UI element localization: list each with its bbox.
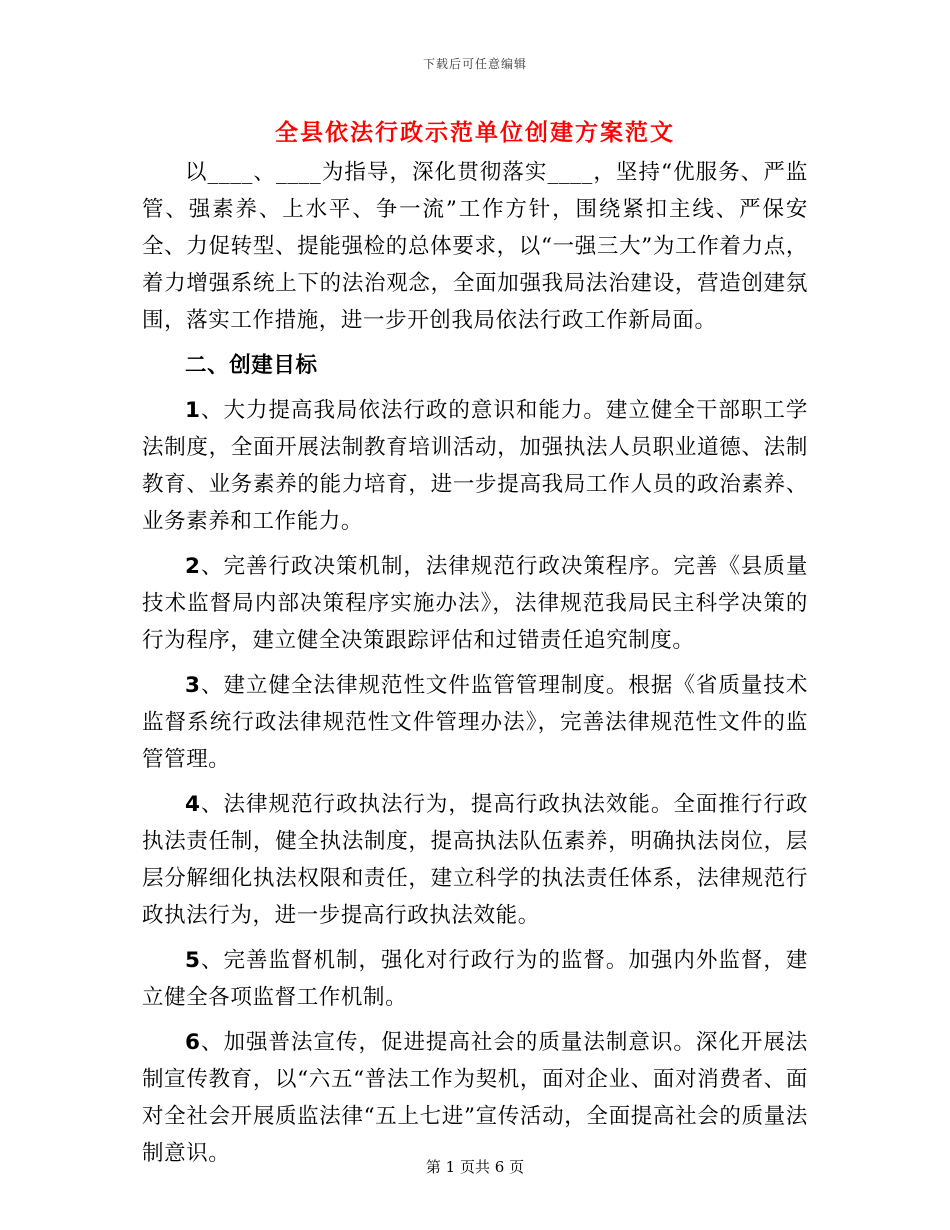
goal-item-text: 、完善行政决策机制，法律规范行政决策程序。完善《县质量技术监督局内部决策程序实施办法》，法律规范我局民主科学决策的行为程序，建立健全决策跟踪评估和过错责任追究制度。	[142, 554, 808, 653]
goal-item-text: 、建立健全法律规范性文件监管管理制度。根据《省质量技术监督系统行政法律规范性文件管理办法》，完善法律规范性文件的监管管理。	[142, 673, 808, 772]
goal-item-number: 4	[185, 792, 201, 817]
section-heading: 二、创建目标	[185, 353, 318, 378]
goal-item-number: 6	[185, 1030, 201, 1055]
document-title: 全县依法行政示范单位创建方案范文	[275, 119, 675, 146]
goal-item-6	[142, 1024, 808, 1172]
goal-item-5	[142, 942, 808, 1016]
document-body	[142, 154, 808, 1180]
page-header-note: 下载后可任意编辑	[422, 57, 527, 71]
goal-item-1	[142, 392, 808, 540]
goal-item-number: 5	[185, 948, 201, 973]
goal-item-text: 、大力提高我局依法行政的意识和能力。建立健全干部职工学法制度，全面开展法制教育培训活动，加强执法人员职业道德、法制教育、业务素养的能力培育，进一步提高我局工作人员的政治素养、业务素养和工作能力。	[142, 398, 808, 534]
page-footer: 第 1 页共 6 页	[425, 1158, 525, 1176]
goal-item-4	[142, 786, 808, 934]
goal-item-number: 1	[185, 398, 201, 423]
goal-item-text: 、完善监督机制，强化对行政行为的监督。加强内外监督，建立健全各项监督工作机制。	[142, 948, 808, 1010]
goal-item-text: 、法律规范行政执法行为，提高行政执法效能。全面推行行政执法责任制，健全执法制度，提高执法队伍素养，明确执法岗位，层层分解细化执法权限和责任，建立科学的执法责任体系，法律规范行政执法行为，进一步提高行政执法效能。	[142, 792, 808, 928]
goal-item-3	[142, 667, 808, 778]
goal-item-number: 2	[185, 554, 201, 579]
goal-item-number: 3	[185, 673, 201, 698]
goal-item-2	[142, 548, 808, 659]
goal-item-text: 、加强普法宣传，促进提高社会的质量法制意识。深化开展法制宣传教育，以“六五“普法工作为契机，面对企业、面对消费者、面对全社会开展质监法律“五上七进”宣传活动，全面提高社会的质量法制意识。	[142, 1030, 808, 1166]
intro-paragraph: 以____、____为指导，深化贯彻落实____，坚持“优服务、严监管、强素养、上水平、争一流”工作方针，围绕紧扣主线、严保安全、力促转型、提能强检的总体要求，以“一强三大”为工作着力点，着力增强系统上下的法治观念，全面加强我局法治建设，营造创建氛围，落实工作措施，进一步开创我局依法行政工作新局面。	[142, 160, 808, 333]
